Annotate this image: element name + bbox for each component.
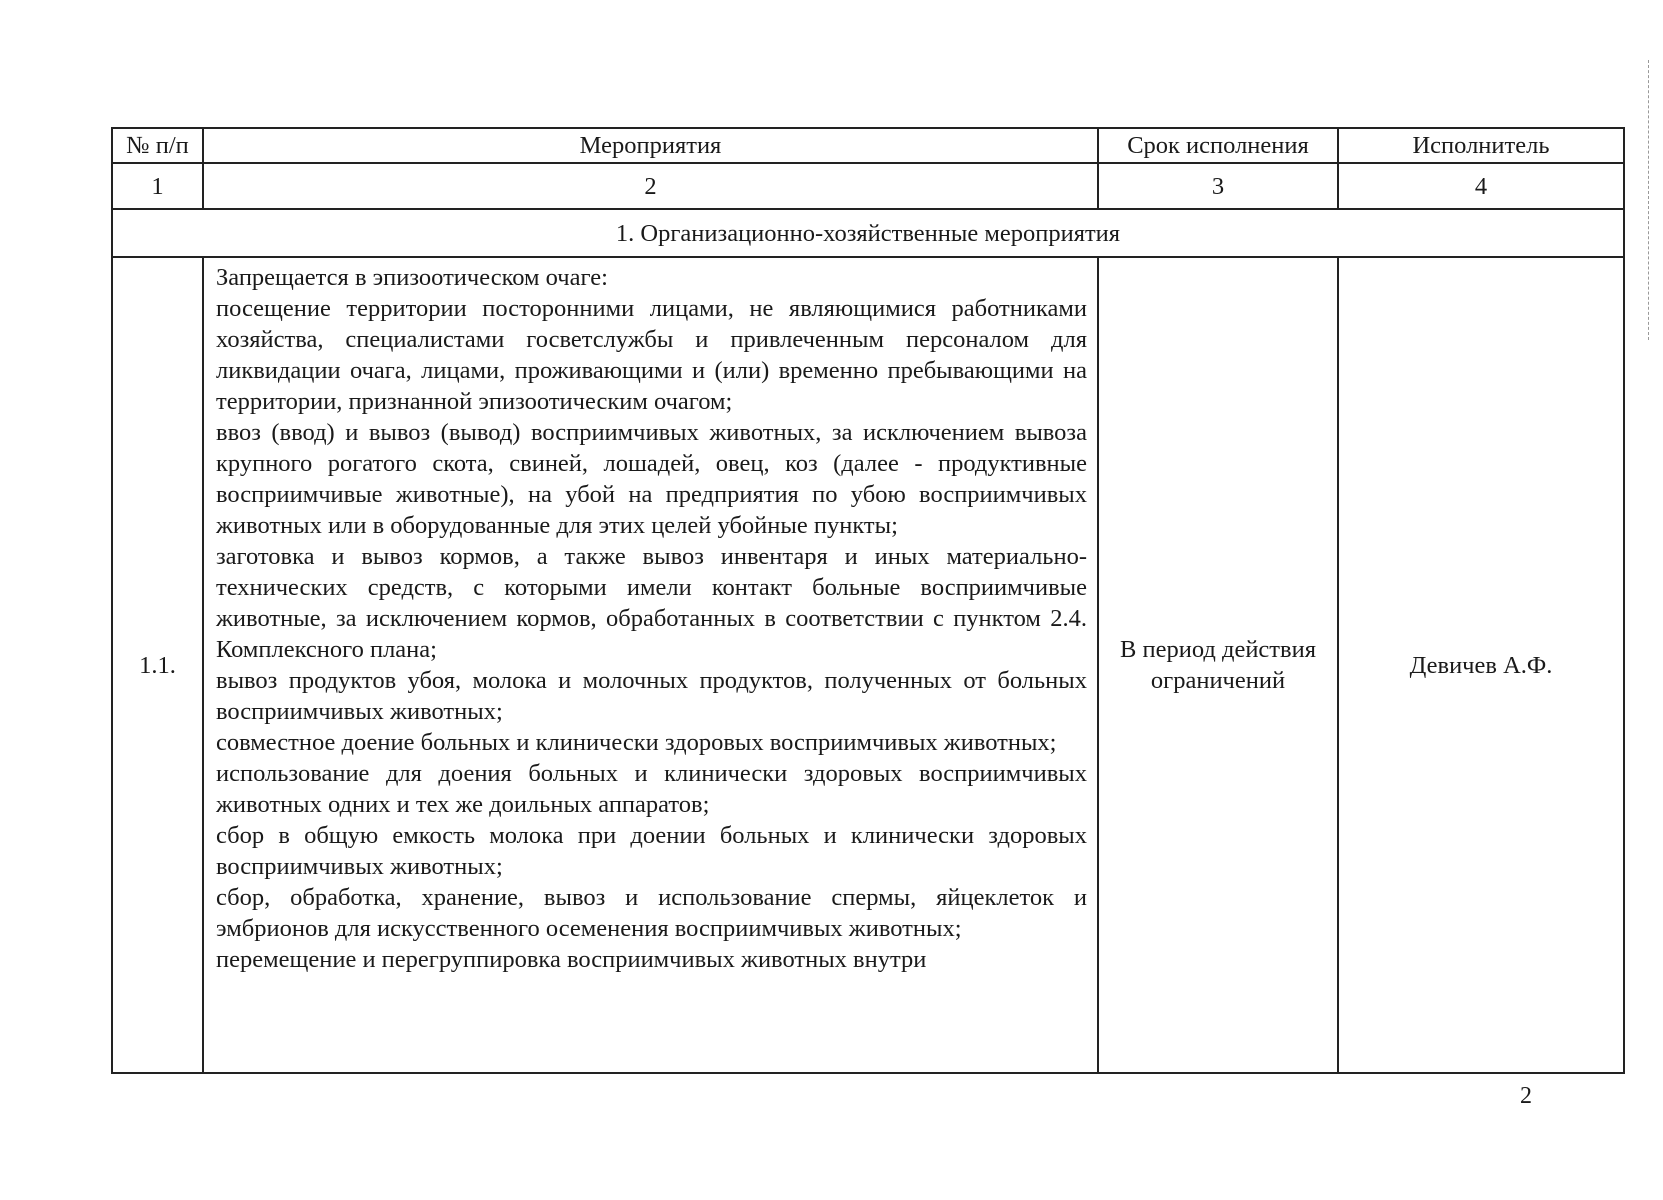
measure-item: сбор, обработка, хранение, вывоз и использование спермы, яйцеклеток и эмбрионов для искусственного осеменения восприимчивых животных;: [216, 884, 1087, 942]
table-row: [112, 257, 1624, 1073]
measure-item: вывоз продуктов убоя, молока и молочных продуктов, полученных от больных восприимчивых животных;: [216, 667, 1087, 725]
measure-item: заготовка и вывоз кормов, а также вывоз инвентаря и иных материально-технических средств, с которыми имели контакт больные восприимчивые животные, за исключением кормов, обработанных в соответствии с пунктом 2.4. Комплексного плана;: [216, 543, 1087, 663]
column-number-row: [112, 163, 1624, 209]
measure-item: ввоз (ввод) и вывоз (вывод) восприимчивых животных, за исключением вывоза крупного рогатого скота, свиней, лошадей, овец, коз (далее - продуктивные восприимчивые животные), на убой на предприятия по убою восприимчивых животных или в оборудованные для этих целей убойные пункты;: [216, 419, 1087, 539]
column-number-1: 1: [112, 163, 203, 209]
header-number: № п/п: [112, 128, 203, 163]
measure-item: сбор в общую емкость молока при доении больных и клинически здоровых восприимчивых животных;: [216, 822, 1087, 880]
column-number-4: 4: [1338, 163, 1624, 209]
measure-item: совместное доение больных и клинически здоровых восприимчивых животных;: [216, 729, 1057, 756]
row-number: 1.1.: [112, 257, 203, 1073]
measure-item: перемещение и перегруппировка восприимчивых животных внутри: [216, 946, 927, 973]
column-number-3: 3: [1098, 163, 1338, 209]
measure-item: использование для доения больных и клинически здоровых восприимчивых животных одних и тех же доильных аппаратов;: [216, 760, 1087, 818]
measures-cell: [203, 257, 1098, 1073]
term-cell: В период действия ограничений: [1098, 257, 1338, 1073]
measure-item: посещение территории посторонними лицами, не являющимися работниками хозяйства, специалистами госветслужбы и привлеченным персоналом для ликвидации очага, лицами, проживающими и (или) временно пребывающими на территории, признанной эпизоотическим очагом;: [216, 295, 1087, 415]
header-term: Срок исполнения: [1098, 128, 1338, 163]
section-title: 1. Организационно-хозяйственные мероприятия: [112, 209, 1624, 257]
scan-edge-mark: [1648, 60, 1651, 340]
header-executor: Исполнитель: [1338, 128, 1624, 163]
measure-item: Запрещается в эпизоотическом очаге:: [216, 264, 608, 291]
table-header-row: [112, 128, 1624, 163]
column-number-2: 2: [203, 163, 1098, 209]
executor-cell: Девичев А.Ф.: [1338, 257, 1624, 1073]
header-measures: Мероприятия: [203, 128, 1098, 163]
measures-table: [111, 127, 1625, 1074]
section-row: [112, 209, 1624, 257]
page-number: 2: [1520, 1083, 1532, 1109]
